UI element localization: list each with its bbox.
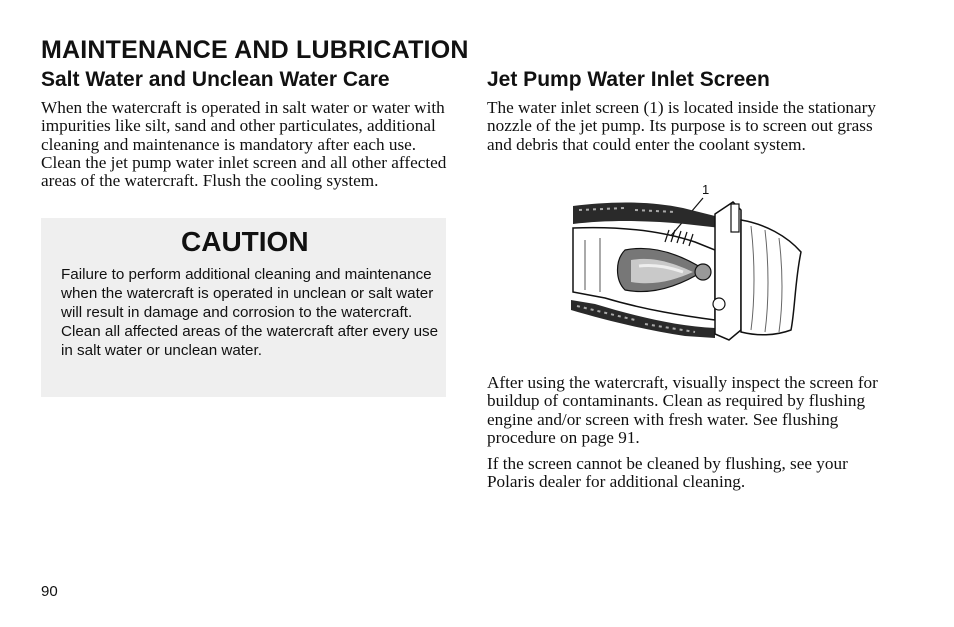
page-title: MAINTENANCE AND LUBRICATION [41,36,469,64]
inspect-paragraph: After using the watercraft, visually inspect the screen for buildup of contaminants. Clean as required by flushing engine and/or screen with fresh water. See flushing procedure on page 91. [487,373,878,447]
caution-box [41,218,446,397]
dealer-paragraph: If the screen cannot be cleaned by flushing, see your Polaris dealer for additional cleaning. [487,454,848,492]
nozzle [741,220,801,335]
caution-text: Failure to perform additional cleaning and maintenance when the watercraft is operated in unclean or salt water will result in damage and corrosion to the watercraft. Clean all affected areas of the watercraft after every use in salt water or unclean water. [61,266,439,359]
section-heading-salt-water: Salt Water and Unclean Water Care [41,68,390,91]
section-heading-jet-pump: Jet Pump Water Inlet Screen [487,68,770,91]
caution-title: CAUTION [181,226,309,257]
page-number: 90 [41,583,58,600]
callout-label: 1 [702,182,710,197]
upper-hull [573,203,721,229]
jet-pump-paragraph: The water inlet screen (1) is located inside the stationary nozzle of the jet pump. Its purpose is to screen out grass and debris that could enter the coolant system. [487,98,876,154]
salt-water-paragraph: When the watercraft is operated in salt water or water with impurities like silt, sand and other particulates, additional cleaning and maintenance is mandatory after each use. Clean the jet pump water inlet screen and all other affected areas of the watercraft. Flush the cooling system. [41,98,447,191]
jet-pump-illustration [565,180,810,352]
